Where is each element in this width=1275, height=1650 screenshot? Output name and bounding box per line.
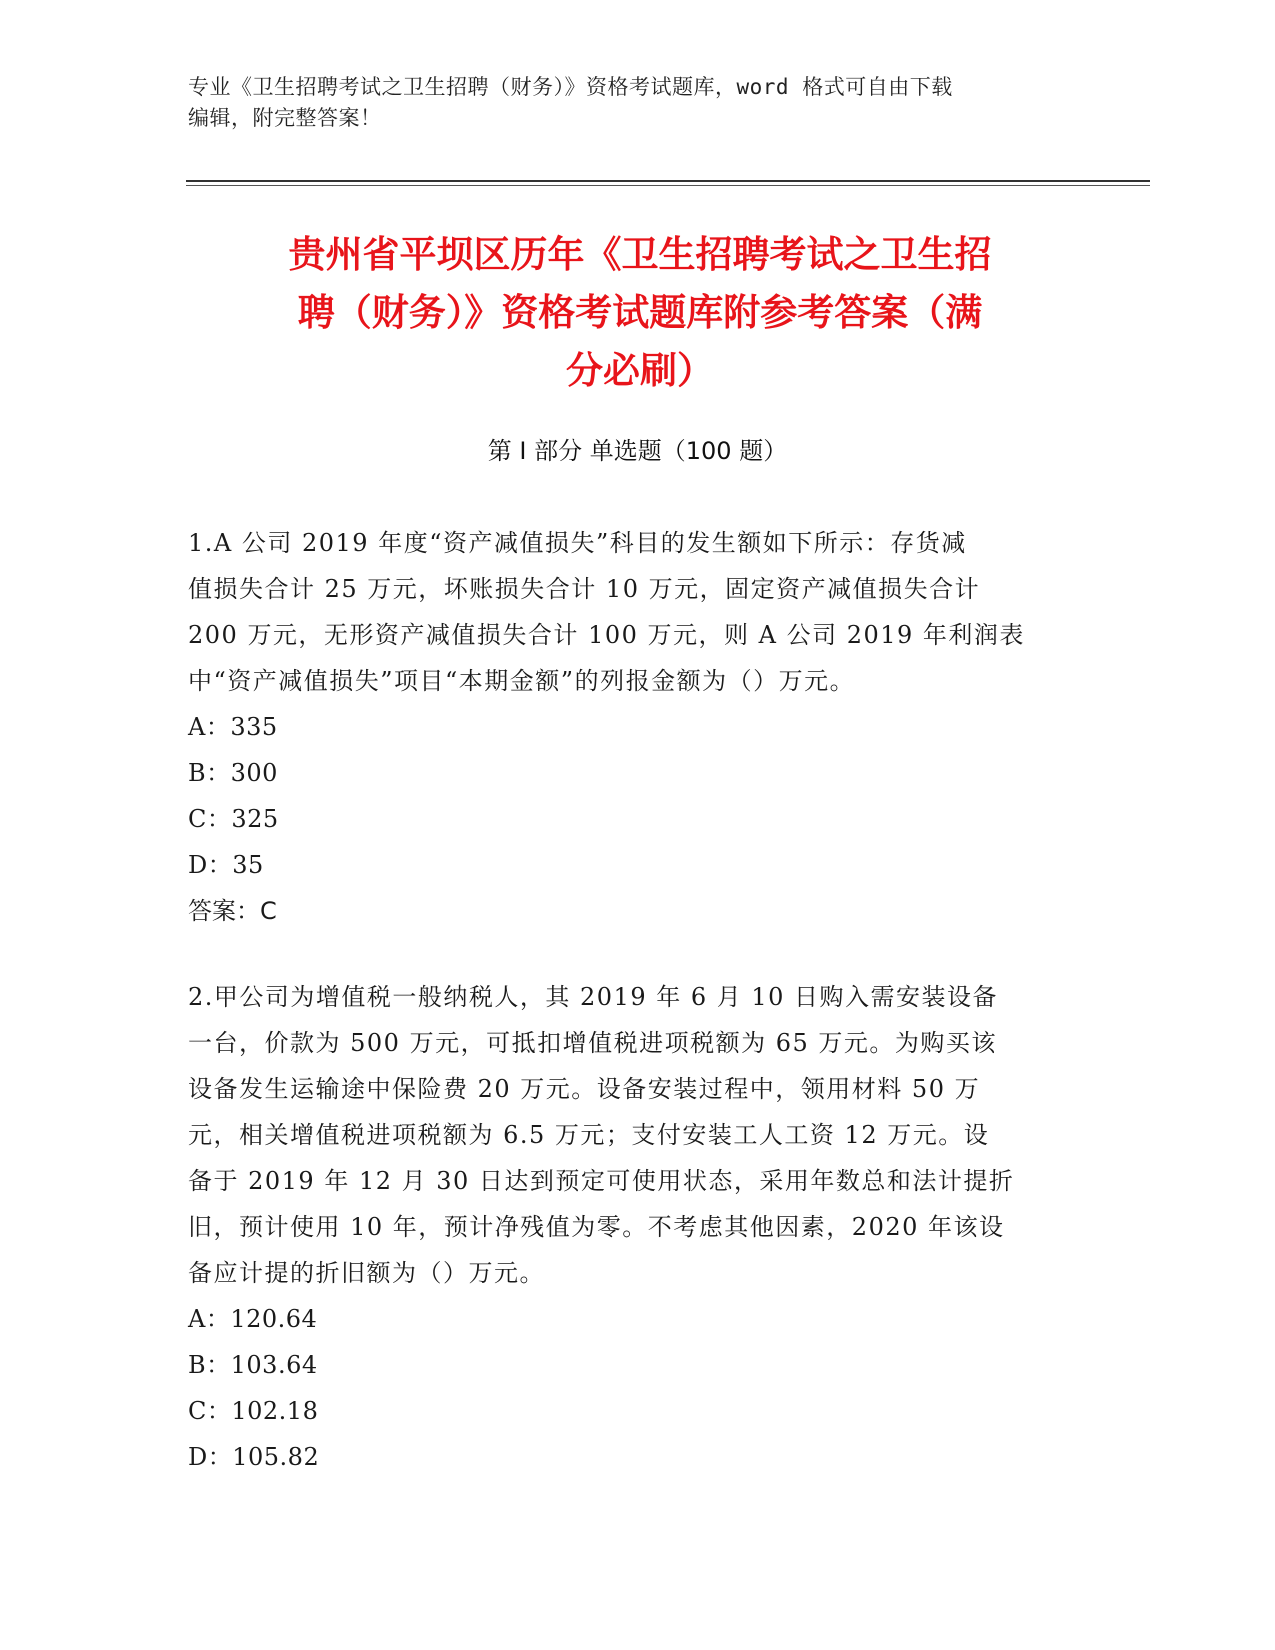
question-stem-line: 200 万元，无形资产减值损失合计 100 万元，则 A 公司 2019 年利润表 bbox=[188, 621, 1025, 649]
option-d: D：105.82 bbox=[188, 1443, 320, 1471]
header-divider-thick bbox=[186, 180, 1150, 182]
section-heading: 第 I 部分 单选题（100 题） bbox=[487, 437, 788, 465]
question-stem-line: 值损失合计 25 万元，坏账损失合计 10 万元，固定资产减值损失合计 bbox=[188, 575, 981, 603]
question-stem-line: 设备发生运输途中保险费 20 万元。设备安装过程中，领用材料 50 万 bbox=[188, 1075, 981, 1103]
question-list bbox=[188, 520, 1076, 1520]
header-note-line: 专业《卫生招聘考试之卫生招聘（财务）》资格考试题库，word 格式可自由下载 bbox=[188, 75, 953, 99]
question-stem-line: 2.甲公司为增值税一般纳税人，其 2019 年 6 月 10 日购入需安装设备 bbox=[188, 983, 999, 1011]
title-line: 分必刷） bbox=[566, 349, 714, 392]
question-stem-line: 备于 2019 年 12 月 30 日达到预定可使用状态，采用年数总和法计提折 bbox=[188, 1167, 1015, 1195]
option-a: A：120.64 bbox=[188, 1305, 318, 1333]
header-note bbox=[188, 72, 1068, 134]
question-stem-line: 旧，预计使用 10 年，预计净残值为零。不考虑其他因素，2020 年该设 bbox=[188, 1213, 1005, 1241]
question-1 bbox=[188, 520, 1076, 934]
question-stem-line: 一台，价款为 500 万元，可抵扣增值税进项税额为 65 万元。为购买该 bbox=[188, 1029, 997, 1057]
option-b: B：103.64 bbox=[188, 1351, 318, 1379]
question-stem-line: 元，相关增值税进项税额为 6.5 万元；支付安装工人工资 12 万元。设 bbox=[188, 1121, 990, 1149]
header-divider-thin bbox=[186, 185, 1150, 186]
option-c: C：102.18 bbox=[188, 1397, 319, 1425]
option-a: A：335 bbox=[188, 713, 278, 741]
title-line: 贵州省平坝区历年《卫生招聘考试之卫生招 bbox=[288, 233, 992, 276]
option-c: C：325 bbox=[188, 805, 279, 833]
question-stem-line: 中“资产减值损失”项目“本期金额”的列报金额为（）万元。 bbox=[188, 667, 856, 695]
question-2 bbox=[188, 974, 1076, 1480]
question-stem-line: 备应计提的折旧额为（）万元。 bbox=[188, 1259, 545, 1287]
question-stem-line: 1.A 公司 2019 年度“资产减值损失”科目的发生额如下所示：存货减 bbox=[188, 529, 967, 557]
answer: 答案：C bbox=[188, 897, 277, 925]
header-note-line: 编辑，附完整答案！ bbox=[188, 106, 382, 130]
option-d: D：35 bbox=[188, 851, 264, 879]
option-b: B：300 bbox=[188, 759, 278, 787]
document-title bbox=[180, 226, 1100, 400]
title-line: 聘（财务）》资格考试题库附参考答案（满 bbox=[297, 291, 983, 334]
